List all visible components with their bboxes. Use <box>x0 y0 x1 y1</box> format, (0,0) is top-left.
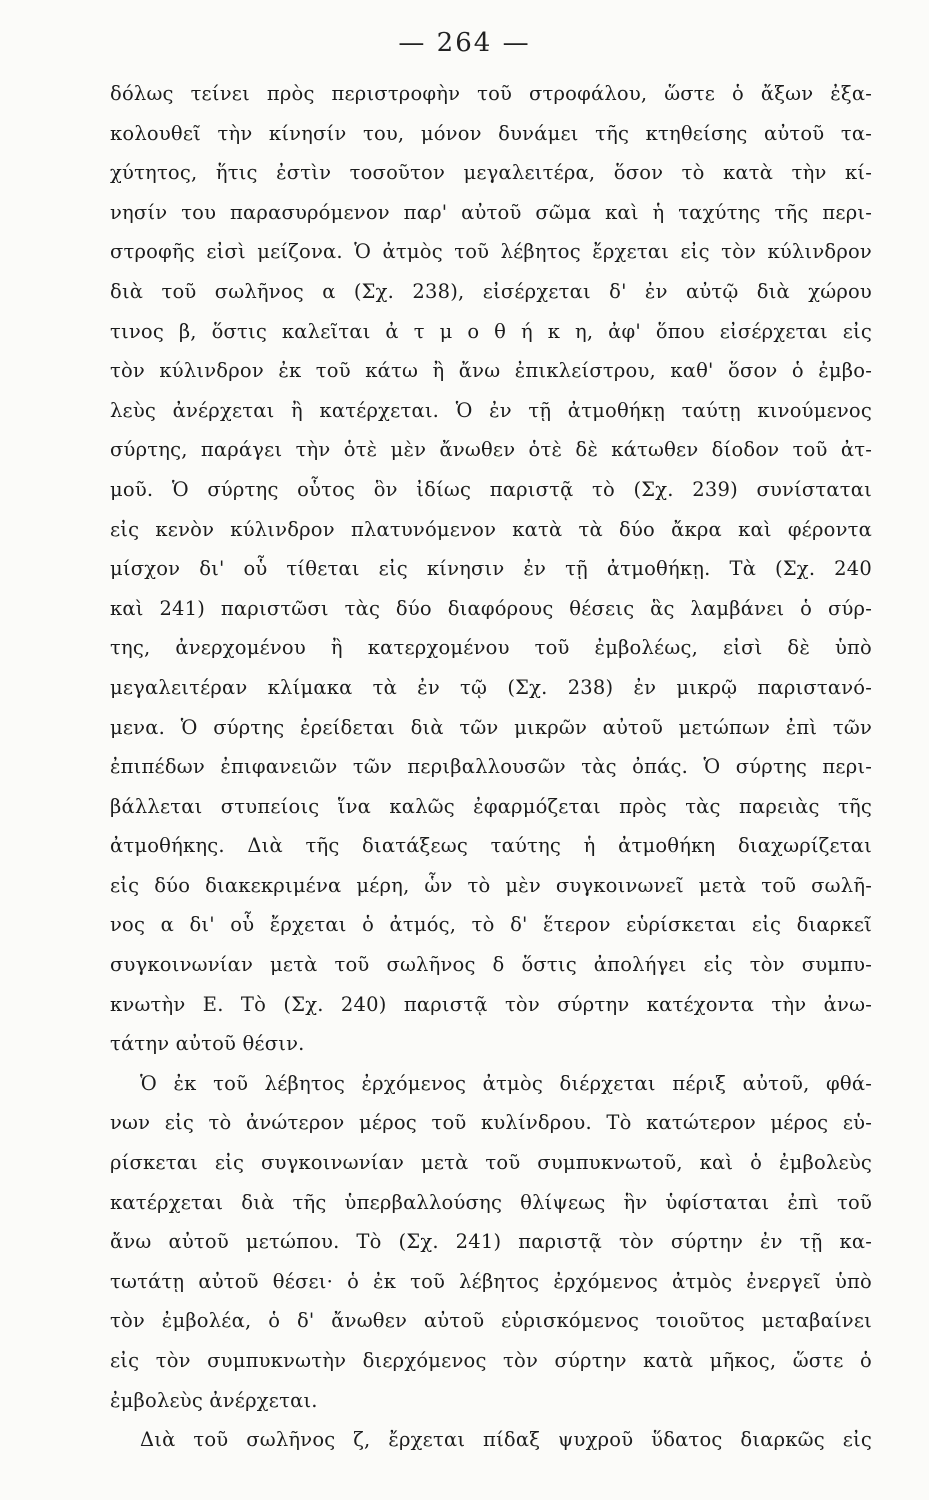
text-line: κατέρχεται διὰ τῆς ὑπερβαλλούσης θλίψεως ἣν ὑφίσταται ἐπὶ τοῦ <box>110 1190 872 1214</box>
text-line: ἀτμοθήκης. Διὰ τῆς διατάξεως ταύτης ἡ ἀτμοθήκη διαχωρίζεται <box>110 834 872 858</box>
text-line: εἰς κενὸν κύλινδρον πλατυνόμενον κατὰ τὰ δύο ἄκρα καὶ φέροντα <box>110 517 872 541</box>
text-line: σύρτης, παράγει τὴν ὁτὲ μὲν ἄνωθεν ὁτὲ δὲ κάτωθεν δίοδον τοῦ ἀτ- <box>110 438 872 462</box>
text-line: εἰς δύο διακεκριμένα μέρη, ὧν τὸ μὲν συγκοινωνεῖ μετὰ τοῦ σωλῆ- <box>110 873 872 897</box>
text-line: κολουθεῖ τὴν κίνησίν του, μόνον δυνάμει τῆς κτηθείσης αὐτοῦ τα- <box>110 121 872 145</box>
text-line: κνωτὴν Ε. Τὸ (Σχ. 240) παριστᾷ τὸν σύρτην κατέχοντα τὴν ἀνω- <box>110 992 872 1016</box>
body-text <box>110 74 872 1460</box>
text-line: Ὁ ἐκ τοῦ λέβητος ἐρχόμενος ἀτμὸς διέρχεται πέριξ αὐτοῦ, φθά- <box>140 1071 872 1095</box>
text-line: τὸν κύλινδρον ἐκ τοῦ κάτω ἢ ἄνω ἐπικλείστρου, καθ' ὅσον ὁ ἐμβο- <box>110 359 872 383</box>
text-line: Διὰ τοῦ σωλῆνος ζ, ἔρχεται πίδαξ ψυχροῦ ὕδατος διαρκῶς εἰς <box>140 1428 872 1452</box>
text-line: χύτητος, ἥτις ἐστὶν τοσοῦτον μεγαλειτέρα, ὅσον τὸ κατὰ τὴν κί- <box>110 161 872 185</box>
text-line: δόλως τείνει πρὸς περιστροφὴν τοῦ στροφάλου, ὥστε ὁ ἄξων ἐξα- <box>110 82 872 105</box>
text-line: της, ἀνερχομένου ἢ κατερχομένου τοῦ ἐμβολέως, εἰσὶ δὲ ὑπὸ <box>110 636 872 660</box>
text-line: μενα. Ὁ σύρτης ἐρείδεται διὰ τῶν μικρῶν αὐτοῦ μετώπων ἐπὶ τῶν <box>110 715 872 739</box>
text-line: συγκοινωνίαν μετὰ τοῦ σωλῆνος δ ὅστις ἀπολήγει εἰς τὸν συμπυ- <box>110 953 872 977</box>
text-line: μεγαλειτέραν κλίμακα τὰ ἐν τῷ (Σχ. 238) ἐν μικρῷ παριστανό- <box>110 675 872 699</box>
text-line: νησίν του παρασυρόμενον παρ' αὐτοῦ σῶμα καὶ ἡ ταχύτης τῆς περι- <box>110 200 872 224</box>
text-line: βάλλεται στυπείοις ἵνα καλῶς ἐφαρμόζεται πρὸς τὰς παρειὰς τῆς <box>110 794 872 818</box>
text-line: νος α δι' οὗ ἔρχεται ὁ ἀτμός, τὸ δ' ἕτερον εὑρίσκεται εἰς διαρκεῖ <box>110 913 872 937</box>
text-line: διὰ τοῦ σωλῆνος α (Σχ. 238), εἰσέρχεται δ' ἐν αὐτῷ διὰ χώρου <box>110 279 872 303</box>
text-line: τινος β, ὅστις καλεῖται ἀ τ μ ο θ ή κ η, ἀφ' ὅπου εἰσέρχεται εἰς <box>110 319 872 343</box>
text-line: εἰς τὸν συμπυκνωτὴν διερχόμενος τὸν σύρτην κατὰ μῆκος, ὥστε ὁ <box>110 1349 872 1372</box>
text-line: τάτην αὐτοῦ θέσιν. <box>110 1032 305 1056</box>
text-line: νων εἰς τὸ ἀνώτερον μέρος τοῦ κυλίνδρου. Τὸ κατώτερον μέρος εὑ- <box>110 1111 872 1135</box>
text-line: ρίσκεται εἰς συγκοινωνίαν μετὰ τοῦ συμπυκνωτοῦ, καὶ ὁ ἐμβολεὺς <box>110 1151 872 1175</box>
text-line: καὶ 241) παριστῶσι τὰς δύο διαφόρους θέσεις ἃς λαμβάνει ὁ σύρ- <box>110 596 872 620</box>
text-line: μίσχον δι' οὗ τίθεται εἰς κίνησιν ἐν τῇ ἀτμοθήκῃ. Τὰ (Σχ. 240 <box>110 557 872 581</box>
text-line: στροφῆς εἰσὶ μείζονα. Ὁ ἀτμὸς τοῦ λέβητος ἔρχεται εἰς τὸν κύλινδρον <box>110 240 872 264</box>
text-line: ἐπιπέδων ἐπιφανειῶν τῶν περιβαλλουσῶν τὰς ὀπάς. Ὁ σύρτης περι- <box>110 755 872 779</box>
text-line: λεὺς ἀνέρχεται ἢ κατέρχεται. Ὁ ἐν τῇ ἀτμοθήκῃ ταύτῃ κινούμενος <box>110 398 872 422</box>
text-line: ἐμβολεὺς ἀνέρχεται. <box>110 1388 318 1412</box>
text-line: τὸν ἐμβολέα, ὁ δ' ἄνωθεν αὐτοῦ εὑρισκόμενος τοιοῦτος μεταβαίνει <box>110 1309 872 1333</box>
text-line: τωτάτῃ αὐτοῦ θέσει· ὁ ἐκ τοῦ λέβητος ἐρχόμενος ἀτμὸς ἐνεργεῖ ὑπὸ <box>110 1269 872 1293</box>
text-line: μοῦ. Ὁ σύρτης οὗτος ὃν ἰδίως παριστᾷ τὸ (Σχ. 239) συνίσταται <box>110 477 872 501</box>
page-number: — 264 — <box>398 28 531 58</box>
text-line: ἄνω αὐτοῦ μετώπου. Τὸ (Σχ. 241) παριστᾷ τὸν σύρτην ἐν τῇ κα- <box>110 1230 872 1254</box>
